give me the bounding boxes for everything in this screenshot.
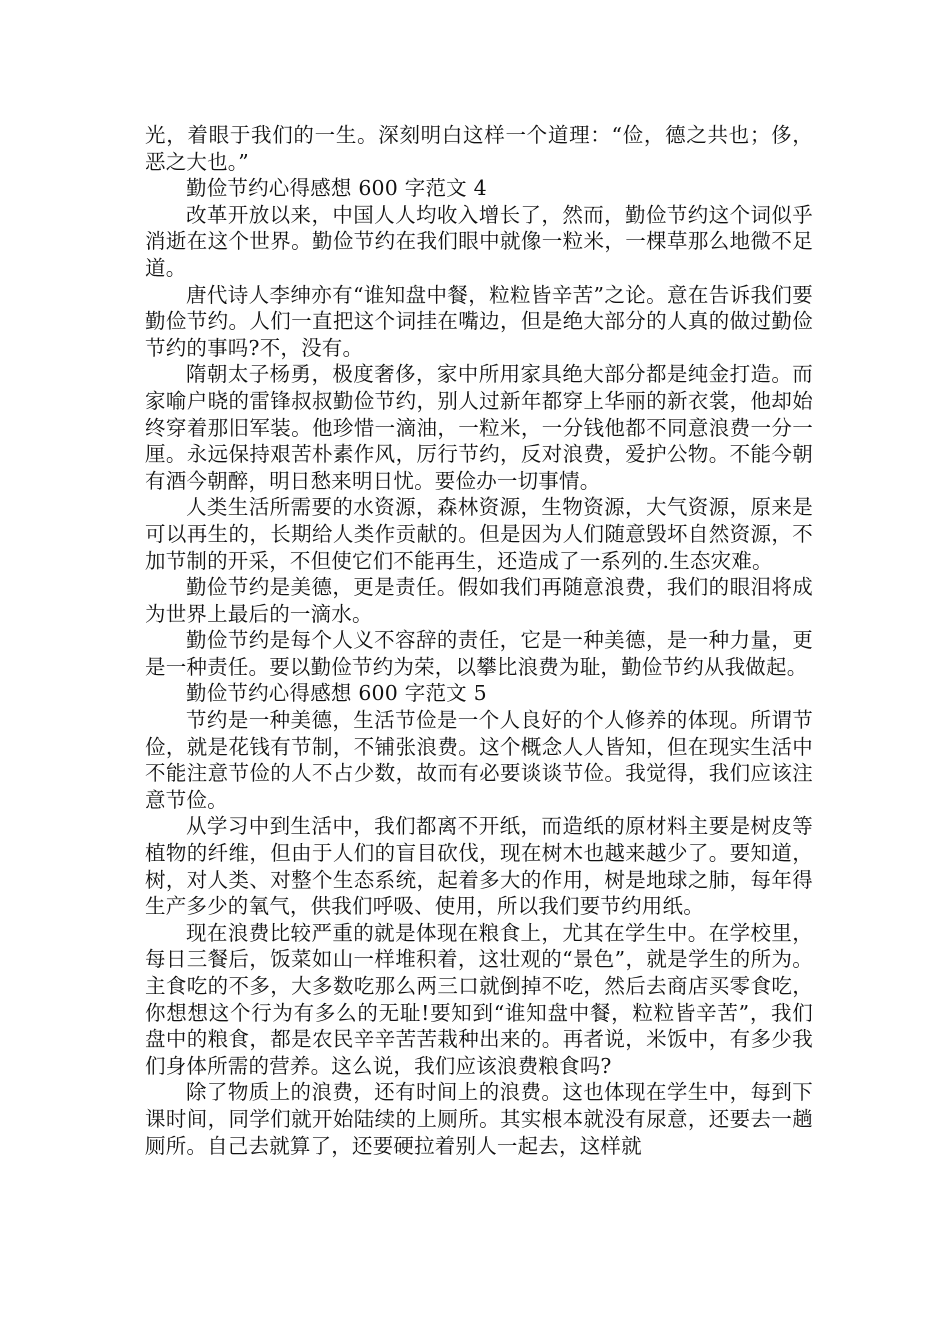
document-page bbox=[145, 122, 813, 1159]
paragraph: 现在浪费比较严重的就是体现在粮食上，尤其在学生中。在学校里，每日三餐后，饭菜如山一样堆积着，这壮观的“景色”，就是学生的所为。主食吃的不多，大多数吃那么两三口就倒掉不吃，然后去商店买零食吃，你想想这个行为有多么的无耻!要知到“谁知盘中餐，粒粒皆辛苦”，我们盘中的粮食，都是农民辛辛苦苦栽种出来的。再者说，米饭中，有多少我们身体所需的营养。这么说，我们应该浪费粮食吗? bbox=[145, 920, 813, 1078]
paragraph: 勤俭节约是每个人义不容辞的责任，它是一种美德，是一种力量，更是一种责任。要以勤俭节约为荣，以攀比浪费为耻，勤俭节约从我做起。 bbox=[145, 628, 813, 679]
paragraph: 隋朝太子杨勇，极度奢侈，家中所用家具绝大部分都是纯金打造。而家喻户晓的雷锋叔叔勤俭节约，别人过新年都穿上华丽的新衣裳，他却始终穿着那旧军装。他珍惜一滴油，一粒米，一分钱他都不同意浪费一分一厘。永远保持艰苦朴素作风，厉行节约，反对浪费，爱护公物。不能今朝有酒今朝醉，明日愁来明日忧。要俭办一切事情。 bbox=[145, 362, 813, 493]
section-heading-4: 勤俭节约心得感想 600 字范文 4 bbox=[186, 176, 487, 201]
section-heading-5: 勤俭节约心得感想 600 字范文 5 bbox=[186, 681, 487, 706]
paragraph: 从学习中到生活中，我们都离不开纸，而造纸的原材料主要是树皮等植物的纤维，但由于人们的盲目砍伐，现在树木也越来越少了。要知道，树，对人类、对整个生态系统，起着多大的作用，树是地球之肺，每年得生产多少的氧气，供我们呼吸、使用，所以我们要节约用纸。 bbox=[145, 814, 813, 919]
paragraph: 改革开放以来，中国人人均收入增长了，然而，勤俭节约这个词似乎消逝在这个世界。勤俭节约在我们眼中就像一粒米，一棵草那么地微不足道。 bbox=[145, 202, 813, 280]
paragraph: 勤俭节约是美德，更是责任。假如我们再随意浪费，我们的眼泪将成为世界上最后的一滴水。 bbox=[145, 575, 813, 626]
paragraph: 唐代诗人李绅亦有“谁知盘中餐，粒粒皆辛苦”之论。意在告诉我们要勤俭节约。人们一直把这个词挂在嘴边，但是绝大部分的人真的做过勤俭节约的事吗?不，没有。 bbox=[145, 282, 813, 360]
paragraph-continuation: 光，着眼于我们的一生。深刻明白这样一个道理：“俭，德之共也；侈，恶之大也。” bbox=[145, 123, 813, 174]
paragraph: 除了物质上的浪费，还有时间上的浪费。这也体现在学生中，每到下课时间，同学们就开始陆续的上厕所。其实根本就没有尿意，还要去一趟厕所。自己去就算了，还要硬拉着别人一起去，这样就 bbox=[145, 1080, 813, 1158]
paragraph: 节约是一种美德，生活节俭是一个人良好的个人修养的体现。所谓节俭，就是花钱有节制，不铺张浪费。这个概念人人皆知，但在现实生活中不能注意节俭的人不占少数，故而有必要谈谈节俭。我觉得，我们应该注意节俭。 bbox=[145, 708, 813, 812]
paragraph: 人类生活所需要的水资源，森林资源，生物资源，大气资源，原来是可以再生的，长期给人类作贡献的。但是因为人们随意毁坏自然资源，不加节制的开采，不但使它们不能再生，还造成了一系列的.生态灾难。 bbox=[145, 495, 813, 573]
